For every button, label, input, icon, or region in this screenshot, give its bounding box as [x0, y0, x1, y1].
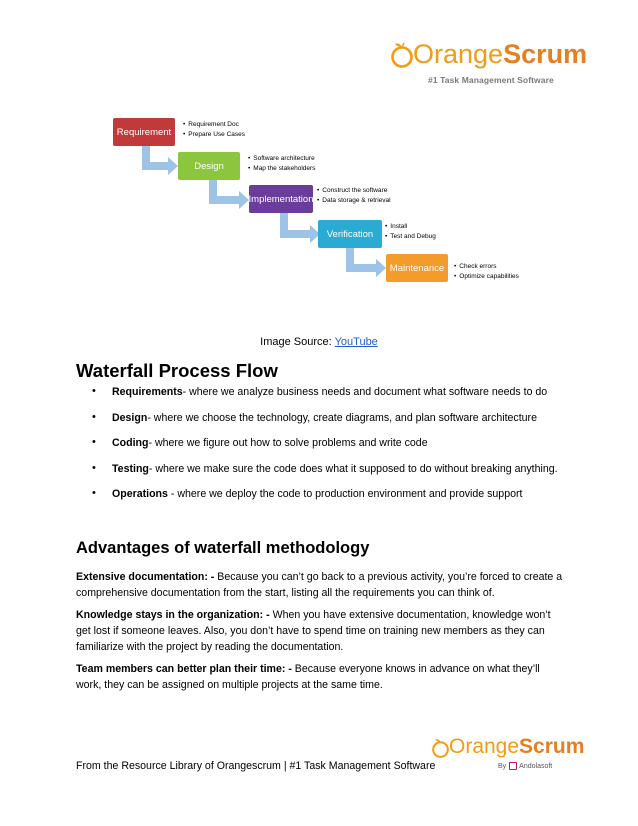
paragraph [76, 607, 566, 655]
step-arrow [138, 145, 180, 175]
orange-fruit-icon [432, 738, 449, 758]
logo-tagline: #1 Task Management Software [428, 75, 554, 85]
stage-label: Maintenance [389, 262, 445, 274]
andolasoft-icon [509, 762, 517, 770]
logo-text-orange: Orange [413, 39, 504, 69]
youtube-link[interactable]: YouTube [334, 336, 378, 348]
by-label: By [498, 762, 507, 770]
list-text: - where we make sure the code does what it supposed to do without breaking anything. [148, 462, 558, 475]
section-title-advantages: Advantages of waterfall methodology [76, 539, 370, 557]
stage-label: Design [194, 160, 224, 172]
section-title-process-flow: Waterfall Process Flow [76, 360, 278, 381]
stage-bullet: • Optimize capabilities [454, 272, 519, 282]
stage-bullets [454, 262, 519, 282]
stage-label: Implementation [248, 193, 314, 205]
image-caption [0, 336, 638, 348]
paragraph-text: Because you can’t go back to a previous activity, you’re forced to create a comprehensive documentation from the start, listing all the requirements you can think of. [76, 571, 563, 599]
stage-bullet: • Requirement Doc [183, 120, 245, 130]
list-term: Operations [112, 488, 168, 500]
step-arrow [342, 247, 388, 277]
list-term: Design [112, 411, 148, 424]
list-term: Requirements [112, 386, 183, 398]
stage-bullets [385, 222, 436, 242]
paragraph-term: Knowledge stays in the organization: - [76, 609, 270, 621]
stage-requirement-box [113, 118, 175, 146]
step-arrow [276, 213, 322, 243]
footer-by-andolasoft [498, 762, 552, 770]
list-item [92, 412, 558, 438]
paragraph-text: When you have extensive documentation, knowledge won’t get lost if someone leaves. Also, you don’t have to spend time on training new members as they can familiarize with the project by reading the documentation. [76, 609, 551, 653]
logo-text-orange: Orange [449, 735, 520, 758]
stage-bullets [248, 154, 315, 174]
footer-orangescrum-logo [432, 736, 584, 758]
footer-text: From the Resource Library of Orangescrum | #1 Task Management Software [76, 760, 436, 772]
stage-label: Verification [326, 228, 374, 240]
list-item [92, 488, 558, 514]
paragraph-text: Because everyone knows in advance on what they’ll work, they can be assigned on multiple projects at the same time. [76, 663, 540, 691]
orangescrum-logo [391, 40, 587, 68]
stage-implementation-box [249, 185, 313, 213]
list-text: - where we figure out how to solve problems and write code [148, 437, 428, 449]
logo-text-scrum: Scrum [519, 735, 585, 758]
paragraph-term: Extensive documentation: - [76, 571, 215, 583]
stage-verification-box [318, 220, 382, 248]
stage-bullet: • Construct the software [317, 186, 391, 196]
list-text: - where we deploy the code to production environment and provide support [167, 488, 523, 500]
orange-fruit-icon [391, 42, 413, 68]
list-text: - where we analyze business needs and document what software needs to do [182, 386, 548, 398]
list-item [92, 463, 558, 489]
list-text: - where we choose the technology, create diagrams, and plan software architecture [147, 411, 537, 424]
stage-bullet: • Check errors [454, 262, 519, 272]
stage-bullet: • Install [385, 222, 436, 232]
list-term: Coding [112, 437, 149, 449]
stage-bullet: • Map the stakeholders [248, 164, 315, 174]
stage-maintenance-box [386, 254, 448, 282]
stage-label: Requirement [116, 126, 172, 138]
stage-bullets [317, 186, 391, 206]
stage-bullet: • Data storage & retrieval [317, 196, 391, 206]
paragraph [76, 661, 566, 693]
stage-bullet: • Prepare Use Cases [183, 130, 245, 140]
stage-bullet: • Test and Debug [385, 232, 436, 242]
step-arrow [205, 179, 251, 209]
list-item [92, 386, 558, 412]
list-item [92, 437, 558, 463]
paragraph-term: Team members can better plan their time: - [76, 663, 292, 675]
paragraph [76, 569, 566, 601]
stage-design-box [178, 152, 240, 180]
logo-text-scrum: Scrum [503, 39, 588, 69]
list-term: Testing [112, 462, 149, 475]
company-name: Andolasoft [519, 762, 553, 770]
stage-bullet: • Software architecture [248, 154, 315, 164]
caption-prefix: Image Source: [260, 336, 335, 348]
stage-bullets [183, 120, 245, 140]
process-flow-list [92, 386, 558, 514]
